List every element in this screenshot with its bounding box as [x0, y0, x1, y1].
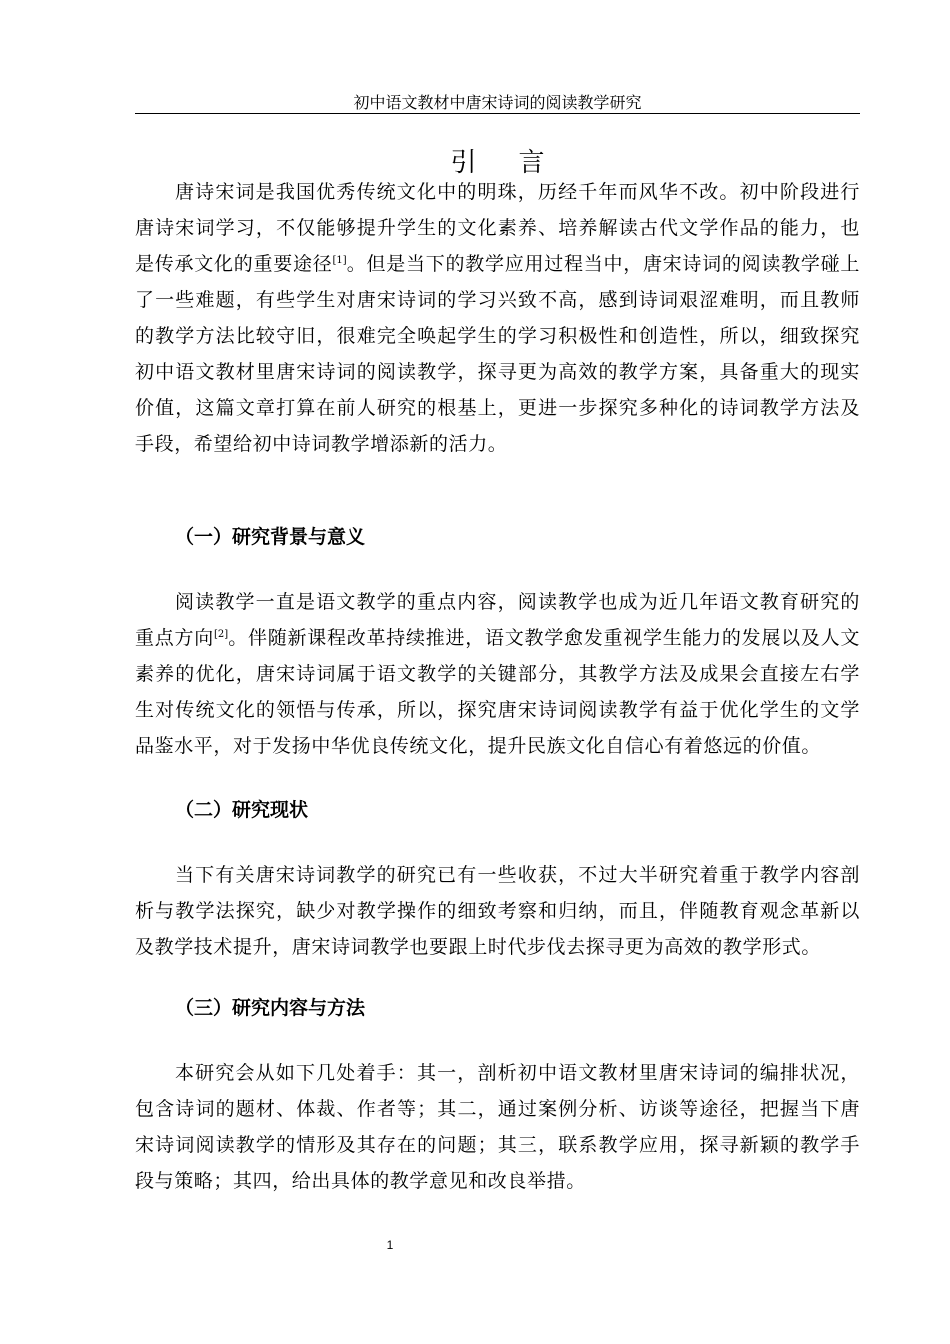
status-paragraph: 当下有关唐宋诗词教学的研究已有一些收获，不过大半研究着重于教学内容剖析与教学法探究，缺少对教学操作的细致考察和归纳，而且，伴随教育观念革新以及教学技术提升，唐宋诗词教学也要跟上时代步伐去探寻更为高效的教学形式。 [135, 864, 860, 958]
background-text-a: 阅读教学一直是语文教学的重点内容，阅读教学也成为近几年语文教育研究的重点方向 [135, 591, 860, 649]
section-heading-status: （二）研究现状 [175, 799, 309, 821]
methods-paragraph: 本研究会从如下几处着手：其一，剖析初中语文教材里唐宋诗词的编排状况，包含诗词的题材、体裁、作者等；其二，通过案例分析、访谈等途径，把握当下唐宋诗词阅读教学的情形及其存在的问题；其三，联系教学应用，探寻新颖的教学手段与策略；其四，给出具体的教学意见和改良举措。 [135, 1062, 860, 1192]
background-text-b: 。伴随新课程改革持续推进，语文教学愈发重视学生能力的发展以及人文素养的优化，唐宋诗词属于语文教学的关键部分，其教学方法及成果会直接左右学生对传统文化的领悟与传承，所以，探究唐宋诗词阅读教学有益于优化学生的文学品鉴水平，对于发扬中华优良传统文化，提升民族文化自信心有着悠远的价值。 [135, 627, 860, 757]
section-heading-background: （一）研究背景与意义 [175, 526, 366, 548]
document-title: 引言 [450, 148, 587, 178]
citation-1: [1] [332, 255, 347, 266]
header-rule [135, 113, 860, 114]
intro-paragraph [135, 174, 860, 462]
section-heading-methods: （三）研究内容与方法 [175, 997, 366, 1019]
page-number: 1 [386, 1238, 394, 1252]
background-paragraph [135, 584, 860, 764]
running-header: 初中语文教材中唐宋诗词的阅读教学研究 [353, 93, 642, 112]
intro-text-b: 。但是当下的教学应用过程当中，唐宋诗词的阅读教学碰上了一些难题，有些学生对唐宋诗词的学习兴致不高，感到诗词艰涩难明，而且教师的教学方法比较守旧，很难完全唤起学生的学习积极性和创造性，所以，细致探究初中语文教材里唐宋诗词的阅读教学，探寻更为高效的教学方案，具备重大的现实价值，这篇文章打算在前人研究的根基上，更进一步探究多种化的诗词教学方法及手段，希望给初中诗词教学增添新的活力。 [135, 253, 860, 455]
citation-2: [2] [213, 629, 229, 640]
intro-text-a: 唐诗宋词是我国优秀传统文化中的明珠，历经千年而风华不改。初中阶段进行唐诗宋词学习，不仅能够提升学生的文化素养、培养解读古代文学作品的能力，也是传承文化的重要途径 [135, 181, 860, 275]
